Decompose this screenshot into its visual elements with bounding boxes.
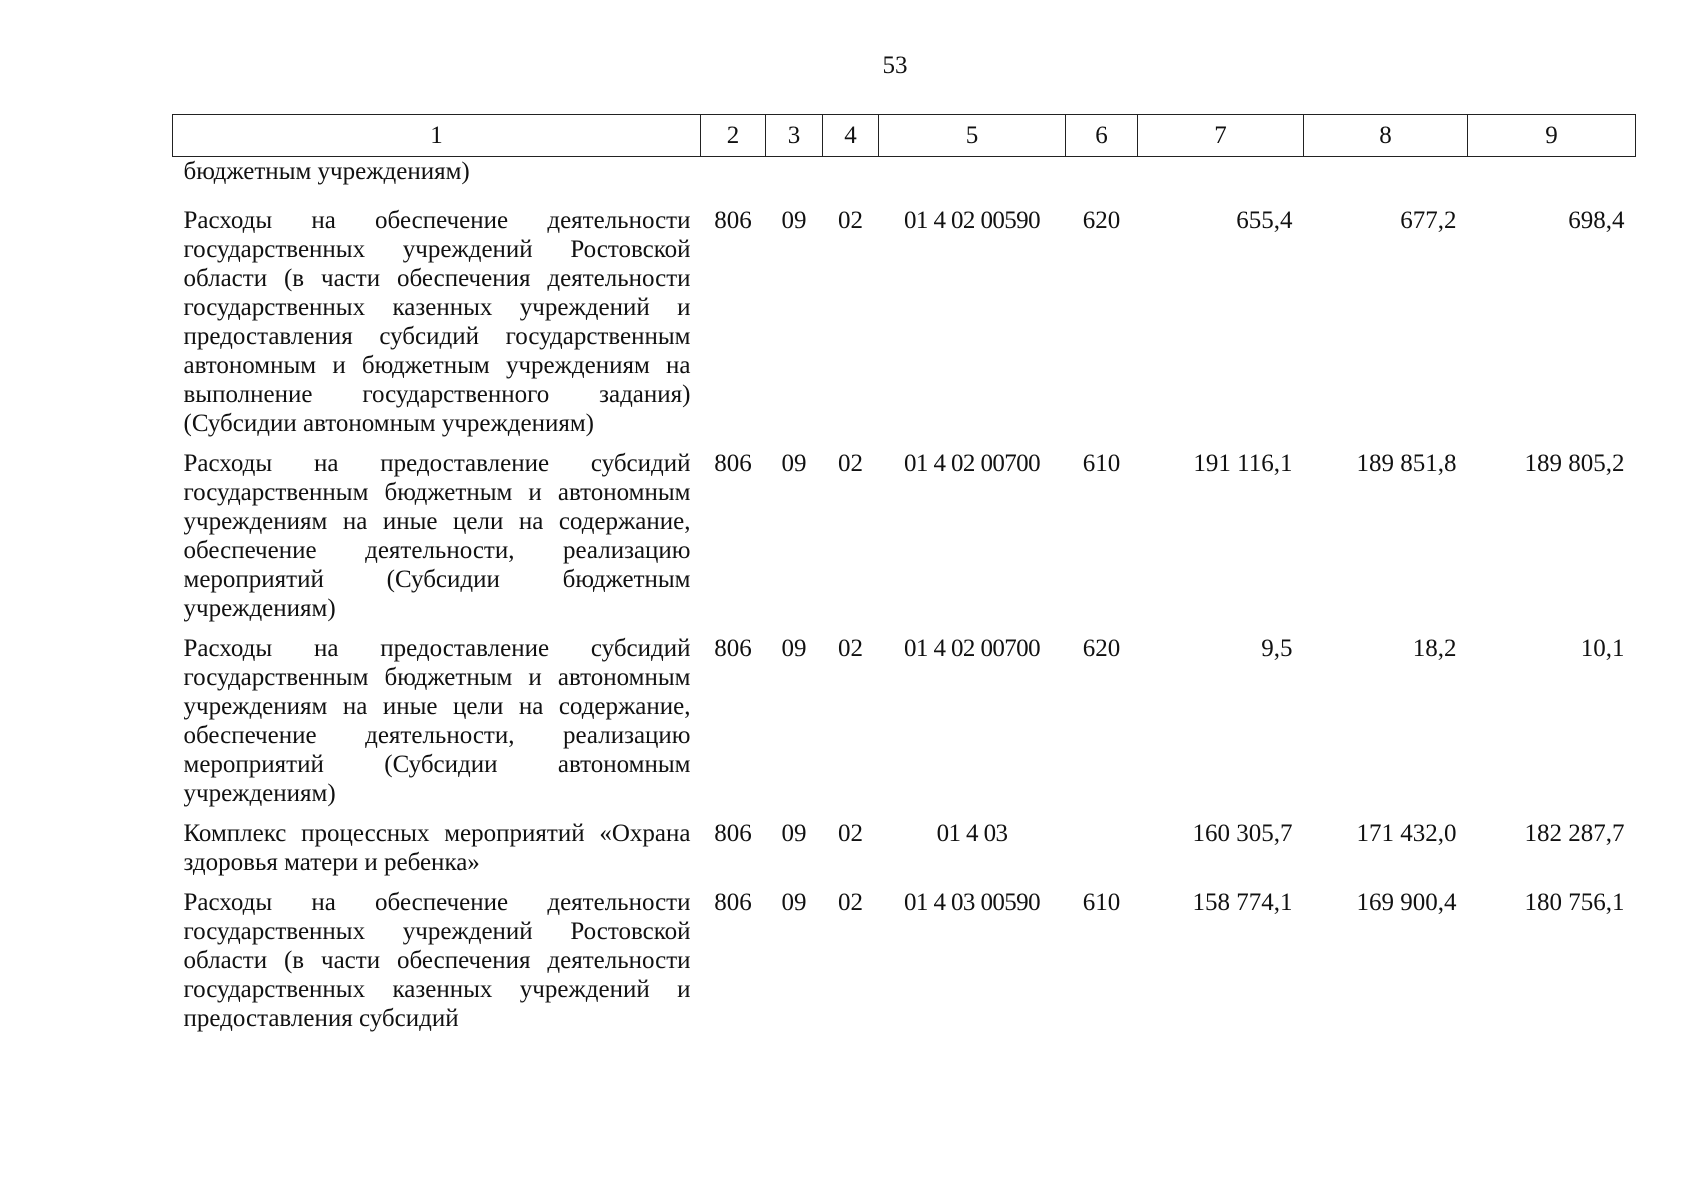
column-header-5: 5: [879, 115, 1066, 157]
cell-col-2: 806: [714, 820, 752, 847]
cell-col-2: 806: [714, 207, 752, 234]
cell-col-9: 182 287,7: [1524, 820, 1625, 847]
cell-col-7: 191 116,1: [1193, 450, 1293, 477]
cell-col-8: 169 900,4: [1356, 889, 1457, 916]
cell-col-3: 09: [781, 207, 807, 234]
cell-col-4: 02: [838, 207, 863, 234]
column-header-8: 8: [1304, 115, 1468, 157]
table-row: [173, 877, 1636, 1033]
cell-col-3: 09: [781, 635, 807, 662]
row-description: Расходы на обеспечение деятельности государственных учреждений Ростовской области (в части обеспечения деятельности государственных казенных учреждений и предоставления субсидий: [183, 889, 691, 1032]
cell-col-5: 01 4 02 00700: [904, 635, 1040, 662]
cell-col-5: 01 4 03 00590: [904, 889, 1040, 916]
column-header-4: 4: [823, 115, 879, 157]
row-description: Расходы на предоставление субсидий государственным бюджетным и автономным учреждениям на иные цели на содержание, обеспечение деятельности, реализацию мероприятий (Субсидии автономным учреждениям): [183, 635, 691, 807]
cell-col-4: 02: [838, 450, 863, 477]
cell-col-8: 171 432,0: [1356, 820, 1457, 847]
cell-col-3: 09: [781, 450, 807, 477]
cell-col-6: [1066, 808, 1138, 877]
row-description: Расходы на обеспечение деятельности государственных учреждений Ростовской области (в части обеспечения деятельности государственных казенных учреждений и предоставления субсидий государственным автономным и бюджетным учреждениям на выполнение государственного задания) (Субсидии автономным учреждениям): [183, 207, 691, 437]
budget-table: [172, 114, 1636, 1033]
cell-col-5: 01 4 02 00700: [904, 450, 1040, 477]
cell-col-2: 806: [714, 889, 752, 916]
cell-col-3: 09: [781, 820, 807, 847]
table-row: [173, 808, 1636, 877]
column-header-7: 7: [1138, 115, 1304, 157]
cell-col-9: 180 756,1: [1524, 889, 1625, 916]
cell-col-6: 610: [1082, 450, 1121, 477]
cell-col-6: 620: [1082, 635, 1121, 662]
column-header-9: 9: [1468, 115, 1636, 157]
cell-col-4: 02: [838, 889, 863, 916]
cell-col-6: 610: [1082, 889, 1121, 916]
cell-col-7: 160 305,7: [1192, 820, 1293, 847]
column-header-6: 6: [1066, 115, 1138, 157]
cell-col-8: 677,2: [1400, 207, 1457, 234]
column-header-3: 3: [766, 115, 823, 157]
cell-col-7: 158 774,1: [1192, 889, 1293, 916]
continuation-text: бюджетным учреждениям): [183, 158, 470, 185]
row-description: Расходы на предоставление субсидий государственным бюджетным и автономным учреждениям на иные цели на содержание, обеспечение деятельности, реализацию мероприятий (Субсидии бюджетным учреждениям): [183, 450, 691, 622]
cell-col-8: 189 851,8: [1356, 450, 1457, 477]
cell-col-4: 02: [838, 635, 863, 662]
row-description: Комплекс процессных мероприятий «Охрана здоровья матери и ребенка»: [183, 820, 691, 876]
cell-col-2: 806: [714, 450, 752, 477]
cell-col-5: 01 4 02 00590: [904, 207, 1040, 234]
column-header-2: 2: [701, 115, 766, 157]
cell-col-9: 698,4: [1568, 207, 1625, 234]
cell-col-9: 189 805,2: [1524, 450, 1625, 477]
column-header-1: 1: [173, 115, 701, 157]
cell-col-9: 10,1: [1580, 635, 1625, 662]
page-number: 53: [882, 52, 908, 79]
cell-col-2: 806: [714, 635, 752, 662]
table-header: [173, 115, 1636, 157]
cell-col-7: 655,4: [1236, 207, 1293, 234]
cell-col-8: 18,2: [1412, 635, 1457, 662]
cell-col-3: 09: [781, 889, 807, 916]
cell-col-7: 9,5: [1261, 635, 1293, 662]
table-body: [173, 157, 1636, 1034]
continuation-row: [173, 157, 1636, 196]
cell-col-4: 02: [838, 820, 863, 847]
cell-col-6: 620: [1082, 207, 1121, 234]
table-row: [173, 195, 1636, 438]
table-row: [173, 623, 1636, 808]
table-row: [173, 438, 1636, 623]
cell-col-5: 01 4 03: [936, 820, 1008, 847]
